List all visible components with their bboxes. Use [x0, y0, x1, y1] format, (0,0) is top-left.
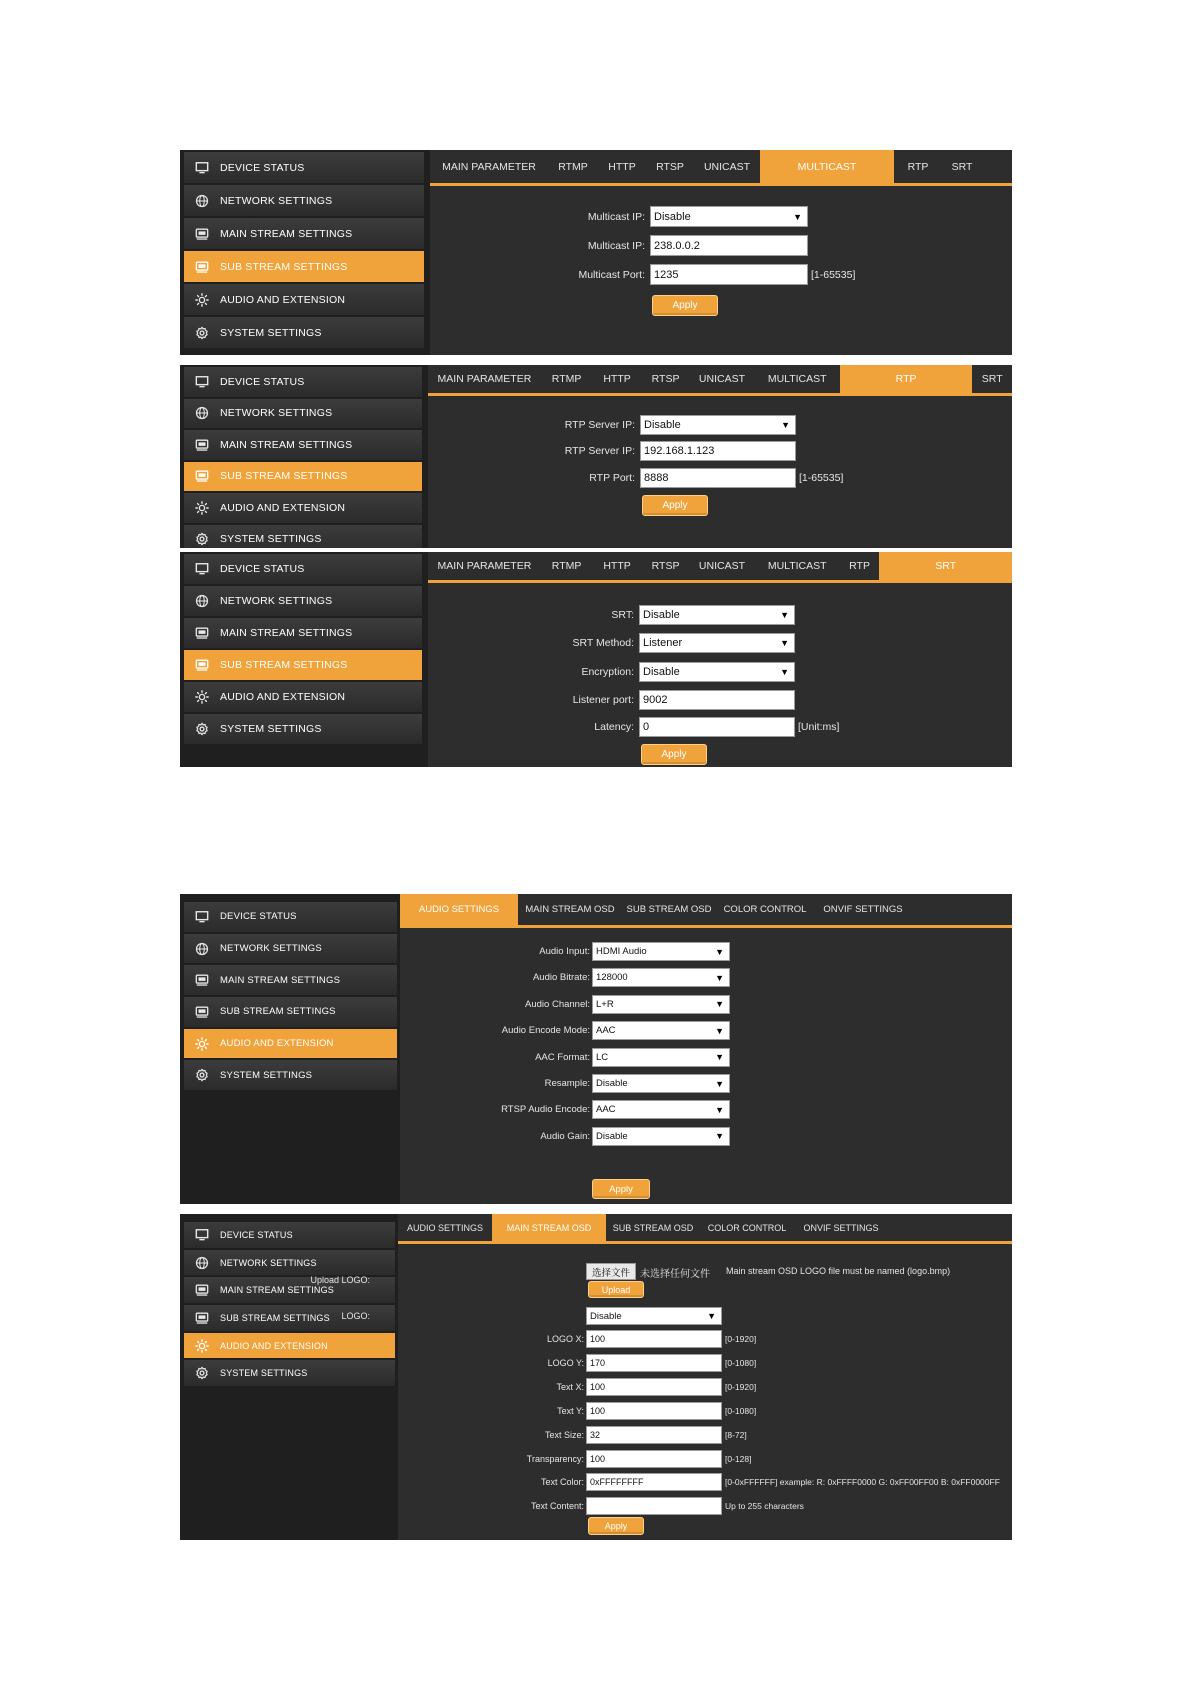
- stream-tabs: [428, 552, 1012, 583]
- logo-label: LOGO:: [341, 1311, 370, 1321]
- srt-encryption-value: Disable: [643, 666, 680, 678]
- tab-main-parameter[interactable]: MAIN PARAMETER: [437, 373, 532, 385]
- sidebar-item-label: DEVICE STATUS: [220, 161, 305, 174]
- multicast-enable-select[interactable]: [650, 206, 808, 227]
- osd-field-label: Text Color:: [540, 1477, 584, 1488]
- rtp-port-input[interactable]: 8888: [640, 468, 796, 488]
- sidebar-item-main-stream-settings[interactable]: [184, 430, 422, 462]
- srt-panel: [180, 552, 1012, 767]
- rtp-server-select[interactable]: [640, 415, 796, 435]
- sidebar-item-label: SUB STREAM SETTINGS: [220, 470, 348, 483]
- osd-field-hint: [8-72]: [725, 1429, 747, 1440]
- audio-field-select[interactable]: [592, 968, 730, 987]
- osd-field-hint: [0-0xFFFFFF] example: R: 0xFFFF0000 G: 0xFF00FF00 B: 0xFF0000FF: [725, 1477, 1000, 1488]
- monitor-icon: [194, 374, 210, 390]
- srt-method-value: Listener: [643, 637, 683, 649]
- osd-field-input[interactable]: 100: [586, 1378, 722, 1396]
- sidebar-item-sub-stream-settings[interactable]: [184, 251, 424, 284]
- gear-icon: [194, 531, 210, 547]
- chevron-down-icon: ▼: [715, 972, 724, 983]
- video-icon: [194, 1310, 210, 1326]
- chevron-down-icon: ▼: [715, 1025, 724, 1036]
- extension-gear-icon: [194, 500, 210, 516]
- tab-multicast[interactable]: MULTICAST: [767, 560, 827, 572]
- rtp-port-label: RTP Port:: [589, 472, 635, 484]
- sidebar-item-network-settings[interactable]: [184, 934, 397, 966]
- multicast-panel: [180, 150, 1012, 355]
- audio-field-value: HDMI Audio: [596, 946, 647, 957]
- monitor-icon: [194, 561, 210, 577]
- gear-icon: [194, 1067, 210, 1083]
- apply-button[interactable]: Apply: [588, 1517, 644, 1535]
- chevron-down-icon: ▼: [715, 1078, 724, 1089]
- sidebar-item-label: DEVICE STATUS: [220, 375, 305, 388]
- sidebar-item-label: AUDIO AND EXTENSION: [220, 501, 346, 514]
- osd-field-input[interactable]: 32: [586, 1426, 722, 1444]
- sidebar-item-label: SUB STREAM SETTINGS: [220, 1006, 336, 1018]
- choose-file-button[interactable]: 选择文件: [586, 1263, 636, 1280]
- tab-rtp[interactable]: RTP: [849, 560, 870, 572]
- sidebar-item-system-settings[interactable]: [184, 714, 422, 746]
- rtp-port-hint: [1-65535]: [799, 472, 844, 484]
- apply-button[interactable]: Apply: [652, 295, 718, 316]
- monitor-icon: [194, 160, 210, 176]
- tab-rtsp[interactable]: RTSP: [651, 560, 680, 572]
- tab-unicast[interactable]: UNICAST: [698, 373, 746, 385]
- tab-srt[interactable]: SRT: [951, 160, 973, 173]
- multicast-port-input[interactable]: 1235: [650, 264, 808, 285]
- tab-onvif-settings[interactable]: ONVIF SETTINGS: [823, 904, 903, 915]
- audio-field-select[interactable]: [592, 995, 730, 1014]
- rtp-server-value: Disable: [644, 419, 681, 431]
- monitor-icon: [194, 1227, 210, 1243]
- video-icon: [194, 226, 210, 242]
- video-icon: [194, 657, 210, 673]
- sidebar-item-label: AUDIO AND EXTENSION: [220, 1038, 334, 1050]
- osd-field-label: Text Content:: [530, 1501, 584, 1512]
- video-icon: [194, 972, 210, 988]
- osd-field-input[interactable]: 100: [586, 1330, 722, 1348]
- multicast-ip-label: Multicast IP:: [587, 240, 645, 252]
- sidebar: [184, 152, 424, 355]
- tab-rtp[interactable]: RTP: [907, 160, 929, 173]
- sidebar-item-audio-and-extension[interactable]: [184, 493, 422, 525]
- sidebar-item-audio-and-extension[interactable]: [184, 1029, 397, 1061]
- sidebar-item-label: SUB STREAM SETTINGS: [220, 659, 348, 671]
- tab-multicast[interactable]: MULTICAST: [760, 150, 894, 183]
- chevron-down-icon: ▼: [780, 638, 789, 648]
- video-icon: [194, 437, 210, 453]
- sidebar-item-label: DEVICE STATUS: [220, 911, 297, 923]
- sidebar-item-label: MAIN STREAM SETTINGS: [220, 974, 341, 986]
- sidebar-item-system-settings[interactable]: [184, 317, 424, 350]
- srt-port-label: Listener port:: [572, 694, 634, 706]
- tab-color-control[interactable]: COLOR CONTROL: [707, 1222, 787, 1233]
- sidebar-item-label: SYSTEM SETTINGS: [220, 326, 322, 339]
- tab-unicast[interactable]: UNICAST: [698, 560, 746, 572]
- sidebar-item-device-status[interactable]: [184, 902, 397, 934]
- sidebar-item-label: MAIN STREAM SETTINGS: [220, 438, 353, 451]
- video-icon: [194, 468, 210, 484]
- monitor-icon: [194, 909, 210, 925]
- audio-field-value: AAC: [596, 1104, 616, 1116]
- chevron-down-icon: ▼: [715, 1131, 724, 1142]
- audio-field-value: 128000: [596, 972, 628, 984]
- tab-rtsp[interactable]: RTSP: [656, 160, 684, 173]
- sidebar-item-label: SUB STREAM SETTINGS: [220, 260, 348, 273]
- tab-main-parameter[interactable]: MAIN PARAMETER: [437, 560, 532, 572]
- audio-field-value: L+R: [596, 998, 614, 1010]
- sidebar-item-label: DEVICE STATUS: [220, 563, 305, 575]
- sidebar-item-label: NETWORK SETTINGS: [220, 194, 333, 207]
- tab-audio-settings[interactable]: AUDIO SETTINGS: [406, 1222, 483, 1233]
- video-icon: [194, 1282, 210, 1298]
- tab-main-stream-osd[interactable]: MAIN STREAM OSD: [492, 1214, 606, 1241]
- osd-field-hint: [0-128]: [725, 1453, 752, 1464]
- upload-logo-label: Upload LOGO:: [310, 1275, 370, 1285]
- sidebar-item-label: AUDIO AND EXTENSION: [220, 691, 346, 703]
- audio-field-label: RTSP Audio Encode:: [501, 1104, 590, 1116]
- sidebar-item-network-settings[interactable]: [184, 399, 422, 431]
- osd-field-label: Transparency:: [526, 1453, 584, 1464]
- audio-field-value: LC: [596, 1051, 609, 1063]
- multicast-ip-input[interactable]: 238.0.0.2: [650, 235, 808, 256]
- sidebar-item-label: SUB STREAM SETTINGS: [220, 1312, 330, 1323]
- osd-field-label: LOGO Y:: [547, 1357, 584, 1368]
- sidebar: [184, 554, 422, 767]
- srt-latency-hint: [Unit:ms]: [798, 721, 840, 733]
- rtp-panel: [180, 365, 1012, 548]
- chevron-down-icon: ▼: [793, 211, 802, 222]
- tab-srt[interactable]: SRT: [981, 373, 1003, 385]
- chevron-down-icon: ▼: [780, 667, 789, 677]
- main-content: [430, 150, 1012, 355]
- extension-gear-icon: [194, 1338, 210, 1354]
- audio-field-value: Disable: [596, 1078, 628, 1089]
- sidebar-item-device-status[interactable]: [184, 554, 422, 586]
- osd-field-hint: Up to 255 characters: [725, 1501, 804, 1512]
- stream-tabs: [430, 150, 1012, 186]
- tab-http[interactable]: HTTP: [603, 373, 631, 385]
- chevron-down-icon: ▼: [781, 420, 790, 430]
- tab-rtmp[interactable]: RTMP: [558, 160, 588, 173]
- osd-field-label: Text X:: [556, 1381, 584, 1392]
- tab-unicast[interactable]: UNICAST: [703, 160, 751, 173]
- globe-icon: [194, 593, 210, 609]
- tab-sub-stream-osd[interactable]: SUB STREAM OSD: [626, 904, 712, 915]
- tab-srt[interactable]: SRT: [879, 552, 1012, 580]
- audio-field-label: Audio Gain:: [540, 1130, 590, 1142]
- tab-audio-settings[interactable]: AUDIO SETTINGS: [400, 894, 518, 925]
- extension-gear-icon: [194, 292, 210, 308]
- globe-icon: [194, 405, 210, 421]
- main-content: [400, 894, 1012, 1204]
- sidebar-item-system-settings[interactable]: [184, 1060, 397, 1092]
- audio-field-label: Audio Channel:: [525, 998, 590, 1010]
- sidebar-item-network-settings[interactable]: [184, 1250, 395, 1278]
- audio-field-value: AAC: [596, 1025, 616, 1037]
- globe-icon: [194, 193, 210, 209]
- audio-field-label: Audio Bitrate:: [532, 972, 590, 984]
- sidebar-item-sub-stream-settings[interactable]: [184, 650, 422, 682]
- sidebar-item-network-settings[interactable]: [184, 185, 424, 218]
- tab-main-parameter[interactable]: MAIN PARAMETER: [442, 160, 536, 173]
- globe-icon: [194, 941, 210, 957]
- multicast-port-label: Multicast Port:: [578, 269, 645, 281]
- gear-icon: [194, 721, 210, 737]
- multicast-port-hint: [1-65535]: [811, 269, 856, 281]
- osd-field-input[interactable]: 0xFFFFFFFF: [586, 1473, 722, 1491]
- audio-field-label: AAC Format:: [535, 1051, 590, 1063]
- srt-encryption-label: Encryption:: [581, 666, 634, 678]
- chevron-down-icon: ▼: [780, 610, 789, 620]
- sidebar: [184, 367, 422, 548]
- osd-field-input[interactable]: 100: [586, 1402, 722, 1420]
- sidebar-item-label: NETWORK SETTINGS: [220, 1257, 317, 1268]
- tab-rtp[interactable]: RTP: [840, 365, 973, 393]
- osd-field-hint: [0-1080]: [725, 1405, 757, 1416]
- stream-tabs: [428, 365, 1012, 396]
- audio-field-label: Audio Encode Mode:: [501, 1025, 590, 1037]
- srt-port-input[interactable]: 9002: [639, 690, 795, 710]
- sidebar-item-network-settings[interactable]: [184, 586, 422, 618]
- no-file-text: 未选择任何文件: [640, 1269, 710, 1280]
- upload-button[interactable]: Upload: [588, 1281, 644, 1298]
- sidebar-item-audio-and-extension[interactable]: [184, 1333, 395, 1361]
- osd-field-label: Text Size:: [544, 1429, 584, 1440]
- extension-tabs: [398, 1214, 1012, 1244]
- extension-gear-icon: [194, 689, 210, 705]
- srt-method-select[interactable]: [639, 633, 795, 653]
- apply-button[interactable]: Apply: [641, 744, 707, 765]
- chevron-down-icon: ▼: [715, 1052, 724, 1063]
- gear-icon: [194, 325, 210, 341]
- audio-field-select[interactable]: [592, 1048, 730, 1067]
- srt-encryption-select[interactable]: [639, 662, 795, 682]
- sidebar-item-audio-and-extension[interactable]: [184, 284, 424, 317]
- audio-field-select[interactable]: [592, 1074, 730, 1093]
- sidebar-item-device-status[interactable]: [184, 1222, 395, 1250]
- rtp-server-label: RTP Server IP:: [564, 419, 635, 431]
- chevron-down-icon: ▼: [715, 1104, 724, 1115]
- main-content: [310, 1214, 1012, 1540]
- tab-color-control[interactable]: COLOR CONTROL: [723, 904, 807, 915]
- srt-enable-select[interactable]: [639, 605, 795, 625]
- apply-button[interactable]: Apply: [642, 495, 708, 516]
- sidebar-item-main-stream-settings[interactable]: [184, 218, 424, 251]
- tab-main-stream-osd[interactable]: MAIN STREAM OSD: [525, 904, 615, 915]
- chevron-down-icon: ▼: [715, 946, 724, 957]
- audio-settings-panel: [180, 894, 1012, 1204]
- rtp-ip-input[interactable]: 192.168.1.123: [640, 441, 796, 461]
- gear-icon: [194, 1365, 210, 1381]
- extension-gear-icon: [194, 1036, 210, 1052]
- tab-http[interactable]: HTTP: [608, 160, 636, 173]
- audio-field-value: Disable: [596, 1130, 628, 1142]
- sidebar-item-sub-stream-settings[interactable]: [184, 462, 422, 494]
- rtp-ip-label: RTP Server IP:: [564, 445, 635, 457]
- sidebar-item-main-stream-settings[interactable]: [184, 965, 397, 997]
- sidebar-item-label: AUDIO AND EXTENSION: [220, 293, 346, 306]
- srt-method-label: SRT Method:: [572, 637, 634, 649]
- audio-field-select[interactable]: [592, 942, 730, 961]
- sidebar-item-main-stream-settings[interactable]: [184, 618, 422, 650]
- sidebar-item-label: NETWORK SETTINGS: [220, 407, 333, 420]
- sidebar-item-system-settings[interactable]: [184, 1360, 395, 1388]
- sidebar-item-audio-and-extension[interactable]: [184, 682, 422, 714]
- sidebar-item-label: NETWORK SETTINGS: [220, 595, 333, 607]
- chevron-down-icon: ▼: [715, 999, 724, 1010]
- extension-tabs: [400, 894, 1012, 928]
- audio-field-select[interactable]: [592, 1127, 730, 1146]
- srt-latency-label: Latency:: [594, 721, 634, 733]
- video-icon: [194, 259, 210, 275]
- tab-rtmp[interactable]: RTMP: [551, 560, 582, 572]
- audio-field-label: Audio Input:: [539, 946, 590, 957]
- chevron-down-icon: ▼: [707, 1311, 716, 1321]
- audio-field-label: Resample:: [544, 1078, 590, 1089]
- sidebar-item-label: SYSTEM SETTINGS: [220, 533, 322, 546]
- sidebar-item-label: AUDIO AND EXTENSION: [220, 1340, 328, 1351]
- audio-field-select[interactable]: [592, 1100, 730, 1119]
- sidebar-item-label: SYSTEM SETTINGS: [220, 723, 322, 735]
- globe-icon: [194, 1255, 210, 1271]
- logo-select[interactable]: [586, 1307, 722, 1325]
- osd-field-hint: [0-1920]: [725, 1334, 757, 1344]
- video-icon: [194, 625, 210, 641]
- video-icon: [194, 1004, 210, 1020]
- osd-field-input[interactable]: 170: [586, 1354, 722, 1372]
- multicast-enable-label: Multicast IP:: [587, 211, 645, 223]
- tab-http[interactable]: HTTP: [603, 560, 631, 572]
- sidebar-item-label: MAIN STREAM SETTINGS: [220, 627, 353, 639]
- main-content: [428, 365, 1012, 548]
- main-stream-osd-panel: [180, 1214, 1012, 1540]
- tab-rtsp[interactable]: RTSP: [651, 373, 680, 385]
- osd-field-label: Text Y:: [557, 1405, 584, 1416]
- tab-onvif-settings[interactable]: ONVIF SETTINGS: [803, 1222, 879, 1233]
- osd-field-input[interactable]: 100: [586, 1450, 722, 1468]
- sidebar: [184, 896, 397, 1204]
- upload-note: Main stream OSD LOGO file must be named (logo.bmp): [726, 1266, 951, 1276]
- sidebar-item-label: SYSTEM SETTINGS: [220, 1368, 308, 1379]
- srt-enable-label: SRT:: [611, 609, 634, 621]
- srt-enable-value: Disable: [643, 609, 680, 621]
- audio-field-select[interactable]: [592, 1021, 730, 1040]
- osd-field-label: LOGO X:: [546, 1334, 584, 1344]
- sidebar-item-sub-stream-settings[interactable]: [184, 997, 397, 1029]
- tab-sub-stream-osd[interactable]: SUB STREAM OSD: [612, 1222, 694, 1233]
- apply-button[interactable]: Apply: [592, 1179, 650, 1199]
- sidebar-item-label: MAIN STREAM SETTINGS: [220, 1285, 335, 1296]
- sidebar-item-device-status[interactable]: [184, 152, 424, 185]
- main-content: [428, 552, 1012, 767]
- sidebar-item-system-settings[interactable]: [184, 525, 422, 549]
- sidebar-item-label: MAIN STREAM SETTINGS: [220, 227, 353, 240]
- osd-field-hint: [0-1080]: [725, 1357, 757, 1368]
- tab-multicast[interactable]: MULTICAST: [767, 373, 827, 385]
- multicast-enable-value: Disable: [654, 210, 691, 223]
- tab-rtmp[interactable]: RTMP: [551, 373, 582, 385]
- logo-value: Disable: [590, 1310, 622, 1322]
- sidebar-item-label: SYSTEM SETTINGS: [220, 1069, 313, 1081]
- srt-latency-input[interactable]: 0: [639, 717, 795, 737]
- sidebar-item-device-status[interactable]: [184, 367, 422, 399]
- sidebar: [184, 1216, 395, 1540]
- osd-field-hint: [0-1920]: [725, 1381, 757, 1392]
- osd-field-input[interactable]: [586, 1497, 722, 1515]
- sidebar-item-label: DEVICE STATUS: [220, 1229, 293, 1240]
- sidebar-item-label: NETWORK SETTINGS: [220, 943, 322, 955]
